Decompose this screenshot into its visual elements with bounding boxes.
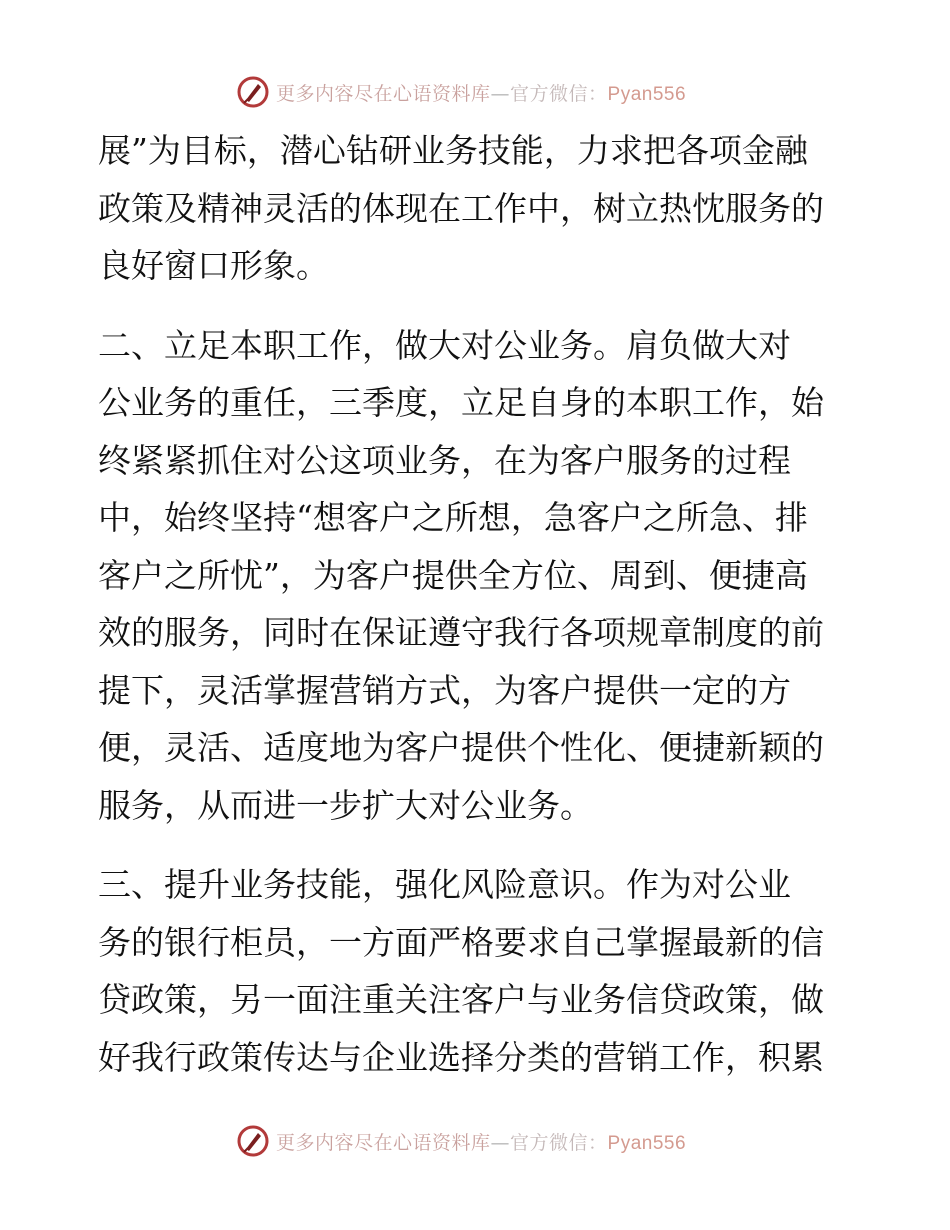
footer-wechat-id: Pyan556 — [607, 1132, 687, 1154]
paragraph-3 — [98, 856, 858, 1086]
text-line: 良好窗口形象。 — [98, 246, 329, 285]
text-line: 展”为目标，潜心钻研业务技能，力求把各项金融 — [98, 131, 808, 170]
text-line: 贷政策，另一面注重关注客户与业务信贷政策，做 — [98, 980, 824, 1019]
text-line: 服务，从而进一步扩大对公业务。 — [98, 785, 593, 825]
text-line: 政策及精神灵活的体现在工作中，树立热忱服务的 — [98, 188, 824, 228]
text-line: 好我行政策传达与企业选择分类的营销工作，积累 — [98, 1037, 824, 1077]
text-line: 提下，灵活掌握营销方式，为客户提供一定的方 — [98, 670, 791, 710]
header-banner-dash: — — [490, 82, 511, 105]
feather-pen-logo-icon — [236, 75, 270, 109]
footer-wechat-label: 官方微信： — [510, 1131, 608, 1154]
footer-banner-dash: — — [490, 1131, 511, 1154]
text-line: 便，灵活、适度地为客户提供个性化、便捷新颖的 — [98, 728, 824, 767]
header-banner-text — [276, 79, 686, 106]
text-line: 二、立足本职工作，做大对公业务。肩负做大对 — [98, 325, 791, 365]
document-body — [98, 122, 858, 1086]
header-wechat-label: 官方微信： — [510, 82, 608, 105]
text-line: 终紧紧抓住对公这项业务，在为客户服务的过程 — [98, 440, 791, 480]
text-line: 三、提升业务技能，强化风险意识。作为对公业 — [98, 865, 791, 904]
header-wechat-id: Pyan556 — [607, 83, 687, 105]
text-line: 务的银行柜员，一方面严格要求自己掌握最新的信 — [98, 922, 824, 962]
text-line: 效的服务，同时在保证遵守我行各项规章制度的前 — [98, 613, 824, 652]
feather-pen-logo-icon — [236, 1124, 270, 1158]
header-banner-title: 更多内容尽在心语资料库 — [276, 82, 491, 105]
footer-banner — [236, 1121, 686, 1161]
footer-banner-title: 更多内容尽在心语资料库 — [276, 1131, 491, 1154]
paragraph-1 — [98, 122, 858, 295]
paragraph-2 — [98, 317, 858, 835]
footer-banner-text — [276, 1128, 686, 1155]
text-line: 客户之所忧”，为客户提供全方位、周到、便捷高 — [98, 555, 808, 595]
header-banner — [236, 72, 686, 112]
text-line: 中，始终坚持“想客户之所想，急客户之所急、排 — [98, 498, 808, 537]
text-line: 公业务的重任，三季度，立足自身的本职工作，始 — [98, 383, 824, 422]
